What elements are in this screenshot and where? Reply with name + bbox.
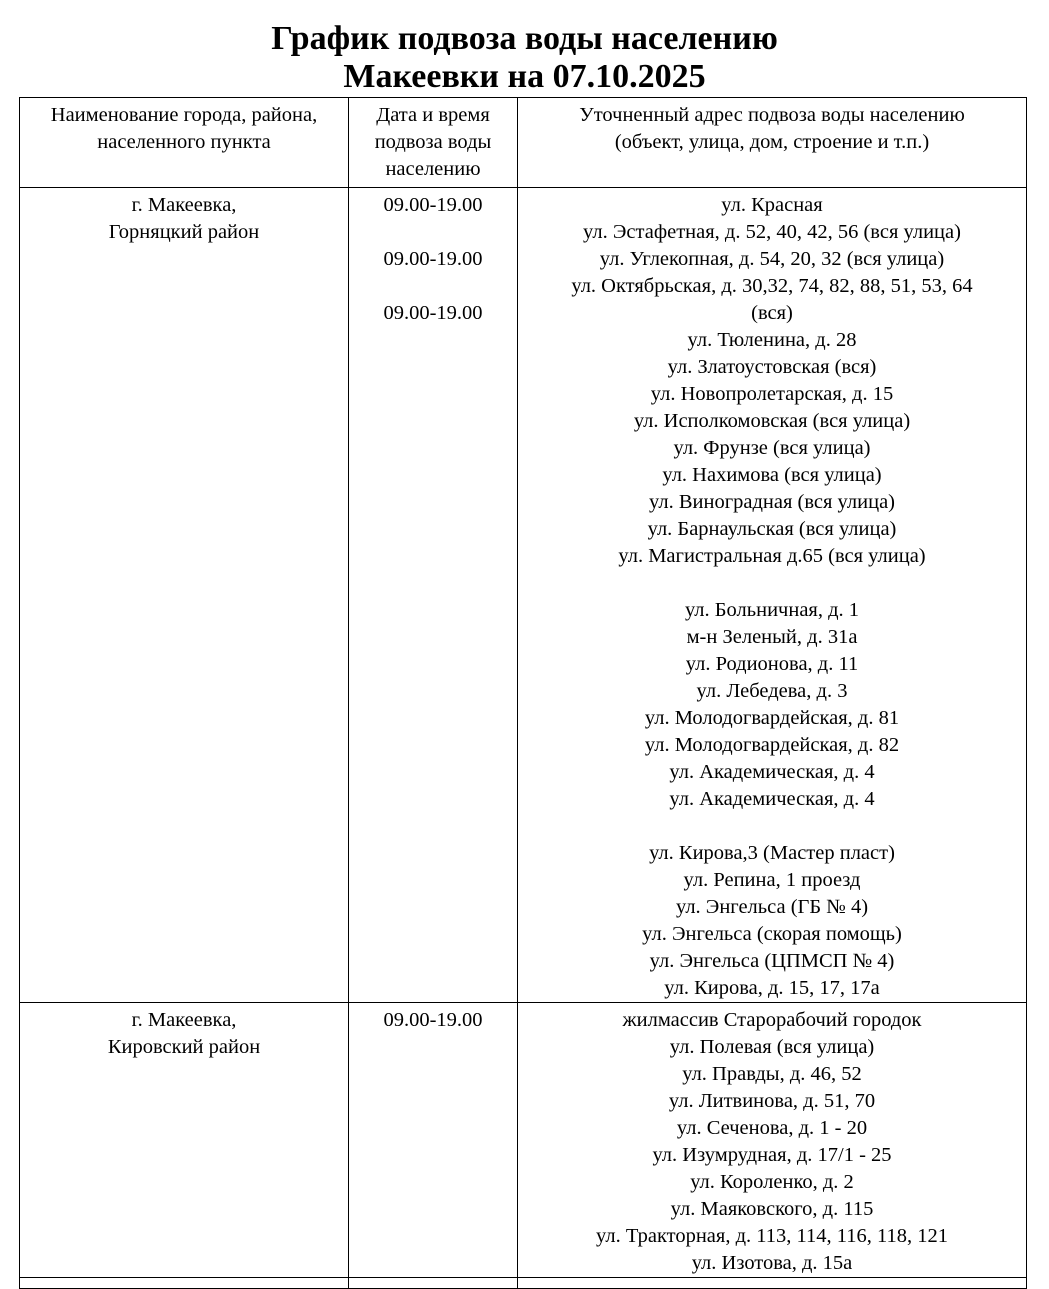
delivery-time: 09.00-19.00 [383,302,483,324]
empty-cell [518,1278,1027,1289]
page-title-line-1: График подвоза воды населению [271,20,778,57]
header-text: населению [385,158,481,180]
address-line: (вся) [751,302,793,324]
group-spacer [349,273,517,300]
delivery-time: 09.00-19.00 [383,248,483,270]
header-district [20,98,349,188]
address-line: ул. Лебедева, д. 3 [696,680,848,702]
table-row [20,188,1027,1003]
address-line: ул. Правды, д. 46, 52 [682,1063,862,1085]
header-text: Дата и время [376,104,490,126]
address-line: ул. Академическая, д. 4 [669,788,875,810]
district-cell [20,188,349,1003]
address-line: ул. Литвинова, д. 51, 70 [668,1090,876,1112]
address-line: ул. Магистральная д.65 (вся улица) [618,545,926,567]
address-line: ул. Маяковского, д. 115 [670,1198,874,1220]
group-spacer [518,570,1026,597]
header-address [518,98,1027,188]
time-cell [349,1003,518,1278]
time-column [349,188,517,327]
address-line: ул. Исполкомовская (вся улица) [633,410,911,432]
page-title-line-2: Макеевки на 07.10.2025 [343,58,706,95]
address-line: ул. Златоустовская (вся) [667,356,877,378]
header-text: Уточненный адрес подвоза воды населению [579,104,965,126]
address-line: ул. Энгельса (скорая помощь) [642,923,902,945]
table-row [20,1003,1027,1278]
header-text: (объект, улица, дом, строение и т.п.) [614,131,930,153]
empty-cell [20,1278,349,1289]
address-line: ул. Тракторная, д. 113, 114, 116, 118, 121 [596,1225,948,1247]
address-line: ул. Энгельса (ЦПМСП № 4) [649,950,895,972]
address-line: ул. Виноградная (вся улица) [649,491,895,513]
address-line: ул. Энгельса (ГБ № 4) [675,896,869,918]
district-line: г. Макеевка, [131,1009,237,1031]
address-column [518,1003,1026,1277]
address-line: ул. Академическая, д. 4 [669,761,875,783]
delivery-time: 09.00-19.00 [383,194,483,216]
district-text [20,1003,348,1061]
district-line: Горняцкий район [108,221,260,243]
address-line: ул. Родионова, д. 11 [685,653,859,675]
table-header-row [20,98,1027,188]
address-line: ул. Репина, 1 проезд [683,869,861,891]
address-line: ул. Молодогвардейская, д. 81 [644,707,900,729]
district-text [20,188,348,246]
address-line: ул. Полевая (вся улица) [669,1036,875,1058]
address-line: ул. Барнаульская (вся улица) [647,518,897,540]
header-text: подвоза воды [374,131,492,153]
address-line: ул. Изумрудная, д. 17/1 - 25 [652,1144,892,1166]
address-line: ул. Тюленина, д. 28 [687,329,857,351]
address-line: ул. Эстафетная, д. 52, 40, 42, 56 (вся улица) [583,221,961,243]
address-line: ул. Октябрьская, д. 30,32, 74, 82, 88, 51, 53, 64 [571,275,973,297]
header-text: населенного пункта [97,131,271,153]
address-line: ул. Больничная, д. 1 [684,599,860,621]
address-line: ул. Молодогвардейская, д. 82 [644,734,900,756]
address-column [518,188,1026,1002]
address-line: ул. Красная [721,194,823,216]
group-spacer [349,219,517,246]
address-line: ул. Новопролетарская, д. 15 [650,383,894,405]
group-spacer [518,813,1026,840]
header-text: Наименование города, района, [50,104,318,126]
address-line: ул. Кирова,3 (Мастер пласт) [649,842,895,864]
address-line: ул. Короленко, д. 2 [690,1171,854,1193]
delivery-time: 09.00-19.00 [383,1009,483,1031]
address-cell [518,1003,1027,1278]
address-line: ул. Изотова, д. 15а [691,1252,853,1274]
district-line: г. Макеевка, [131,194,237,216]
address-line: ул. Фрунзе (вся улица) [673,437,871,459]
water-schedule-table [19,97,1027,1289]
time-column [349,1003,517,1034]
address-line: ул. Нахимова (вся улица) [662,464,882,486]
time-cell [349,188,518,1003]
header-time [349,98,518,188]
address-line: ул. Кирова, д. 15, 17, 17а [664,977,880,999]
address-line: м-н Зеленый, д. 31а [686,626,858,648]
address-line: ул. Углекопная, д. 54, 20, 32 (вся улица) [599,248,945,270]
empty-cell [349,1278,518,1289]
address-line: жилмассив Старорабочий городок [622,1009,922,1031]
district-cell [20,1003,349,1278]
address-line: ул. Сеченова, д. 1 - 20 [676,1117,868,1139]
district-line: Кировский район [107,1036,261,1058]
address-cell [518,188,1027,1003]
table-row-continuation [20,1278,1027,1289]
